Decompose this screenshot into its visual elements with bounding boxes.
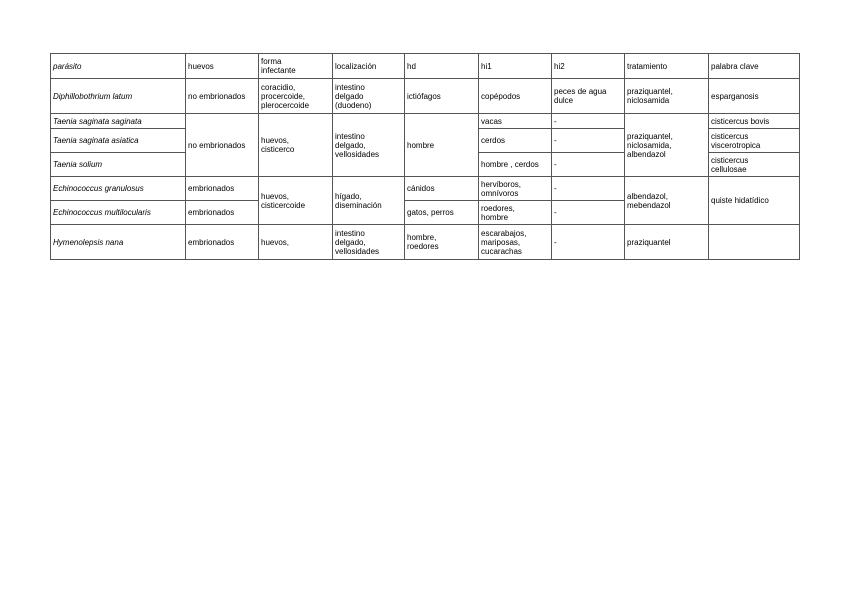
infective-form-cell: huevos, cisticerco xyxy=(259,114,333,177)
parasite-cell: Diphillobothrium latum xyxy=(51,79,186,114)
table-row xyxy=(51,114,800,129)
infective-form-cell: huevos, cisticercoide xyxy=(259,177,333,225)
treatment-cell: praziquantel, niclosamida xyxy=(625,79,709,114)
location-cell: intestino delgado, vellosidades xyxy=(333,114,405,177)
table-row xyxy=(51,225,800,260)
parasite-cell: Taenia saginata saginata xyxy=(51,114,186,129)
infective-form-cell: huevos, xyxy=(259,225,333,260)
keyword-cell: quiste hidatídico xyxy=(709,177,800,225)
table-row xyxy=(51,177,800,201)
definitive-host-cell: hombre xyxy=(405,114,479,177)
parasite-table xyxy=(50,53,800,260)
keyword-cell xyxy=(709,225,800,260)
parasite-cell: Taenia saginata asiatica xyxy=(51,129,186,153)
eggs-cell: embrionados xyxy=(186,177,259,201)
header-cell: localización xyxy=(333,54,405,79)
treatment-cell: praziquantel, niclosamida, albendazol xyxy=(625,114,709,177)
header-cell: hi2 xyxy=(552,54,625,79)
treatment-cell: albendazol, mebendazol xyxy=(625,177,709,225)
keyword-cell: esparganosis xyxy=(709,79,800,114)
intermediate-host-1-cell: hombre , cerdos xyxy=(479,153,552,177)
header-row xyxy=(51,54,800,79)
keyword-cell: cisticercus bovis xyxy=(709,114,800,129)
header-cell: hi1 xyxy=(479,54,552,79)
infective-form-cell: coracidio, procercoide, plerocercoide xyxy=(259,79,333,114)
parasite-cell: Echinococcus granulosus xyxy=(51,177,186,201)
definitive-host-cell: hombre, roedores xyxy=(405,225,479,260)
intermediate-host-2-cell: - xyxy=(552,177,625,201)
intermediate-host-2-cell: - xyxy=(552,153,625,177)
location-cell: intestino delgado, vellosidades xyxy=(333,225,405,260)
eggs-cell: embrionados xyxy=(186,201,259,225)
keyword-cell: cisticercus viscerotropica xyxy=(709,129,800,153)
header-cell: tratamiento xyxy=(625,54,709,79)
intermediate-host-1-cell: vacas xyxy=(479,114,552,129)
treatment-cell: praziquantel xyxy=(625,225,709,260)
definitive-host-cell: gatos, perros xyxy=(405,201,479,225)
table-row xyxy=(51,79,800,114)
intermediate-host-2-cell: - xyxy=(552,114,625,129)
eggs-cell: no embrionados xyxy=(186,114,259,177)
intermediate-host-2-cell: peces de agua dulce xyxy=(552,79,625,114)
header-cell: forma infectante xyxy=(259,54,333,79)
header-cell: huevos xyxy=(186,54,259,79)
intermediate-host-1-cell: cerdos xyxy=(479,129,552,153)
header-cell: parásito xyxy=(51,54,186,79)
parasite-cell: Hymenolepsis nana xyxy=(51,225,186,260)
eggs-cell: no embrionados xyxy=(186,79,259,114)
intermediate-host-2-cell: - xyxy=(552,129,625,153)
header-cell: hd xyxy=(405,54,479,79)
definitive-host-cell: ictiófagos xyxy=(405,79,479,114)
keyword-cell: cisticercus cellulosae xyxy=(709,153,800,177)
eggs-cell: embrionados xyxy=(186,225,259,260)
intermediate-host-1-cell: copépodos xyxy=(479,79,552,114)
intermediate-host-1-cell: roedores, hombre xyxy=(479,201,552,225)
parasite-cell: Taenia solium xyxy=(51,153,186,177)
definitive-host-cell: cánidos xyxy=(405,177,479,201)
location-cell: intestino delgado (duodeno) xyxy=(333,79,405,114)
header-cell: palabra clave xyxy=(709,54,800,79)
parasite-cell: Echinococcus multilocularis xyxy=(51,201,186,225)
intermediate-host-2-cell: - xyxy=(552,225,625,260)
intermediate-host-2-cell: - xyxy=(552,201,625,225)
location-cell: hígado, diseminación xyxy=(333,177,405,225)
intermediate-host-1-cell: hervíboros, omnívoros xyxy=(479,177,552,201)
intermediate-host-1-cell: escarabajos, mariposas, cucarachas xyxy=(479,225,552,260)
